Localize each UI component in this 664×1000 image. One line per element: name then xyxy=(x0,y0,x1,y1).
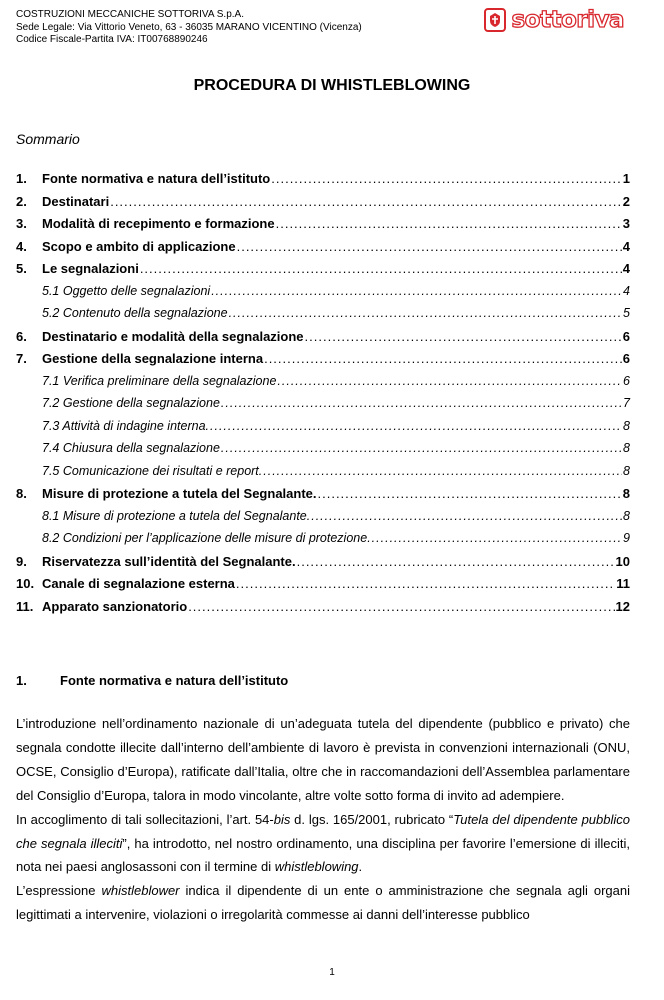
text-run: In accoglimento di tali sollecitazioni, l’art. 54- xyxy=(16,811,274,827)
toc-entry-title: 7.5 Comunicazione dei risultati e report. xyxy=(42,463,263,478)
table-of-contents xyxy=(16,171,630,621)
text-run-italic: whistleblower xyxy=(101,883,180,899)
toc-entry[interactable] xyxy=(16,374,630,397)
toc-entry-page: 6 xyxy=(622,351,630,366)
summary-label: Sommario xyxy=(16,131,80,147)
toc-entry-number: 3. xyxy=(16,216,27,231)
section-number: 1. xyxy=(16,673,27,688)
logo-wordmark: sottoriva xyxy=(511,7,624,33)
toc-leader-dots xyxy=(271,171,622,186)
toc-entry-title: 8.2 Condizioni per l’applicazione delle misure di protezione. xyxy=(42,531,371,545)
text-run: ”, ha introdotto, nel nostro ordinamento, una disciplina per favorire l’emersione di illeciti, nota nei paesi anglosassoni con il termine di xyxy=(16,835,630,875)
toc-entry-page: 8 xyxy=(623,441,630,455)
toc-entry-page: 8 xyxy=(622,486,630,501)
toc-entry-page: 4 xyxy=(622,261,630,276)
toc-entry[interactable] xyxy=(16,329,630,352)
toc-entry-title: Destinatario e modalità della segnalazione xyxy=(42,328,304,344)
toc-entry[interactable] xyxy=(16,486,630,509)
toc-entry[interactable] xyxy=(16,194,630,217)
text-run-italic: bis xyxy=(273,811,291,827)
toc-entry-page: 7 xyxy=(623,396,630,410)
toc-entry-page: 6 xyxy=(622,328,630,344)
toc-leader-dots xyxy=(210,419,622,433)
toc-entry-page: 8 xyxy=(623,463,630,478)
toc-leader-dots xyxy=(211,284,622,298)
toc-leader-dots xyxy=(297,554,615,569)
text-run-italic: whistleblowing xyxy=(274,859,359,875)
toc-entry[interactable] xyxy=(16,531,630,554)
toc-entry-page: 4 xyxy=(623,283,630,298)
toc-entry[interactable] xyxy=(16,576,630,599)
paragraph-1: L’introduzione nell’ordinamento nazionale di un’adeguata tutela del dipendente (pubblico e privato) che segnala condotte illecite dall’interno dell’ambiente di lavoro è prevista in convenzioni internazionali (ONU, OCSE, Consiglio d’Europa), ratificate dall’Italia, oltre che in raccomandazioni dell’Assemblea parlamentare del Consiglio d’Europa, talora in modo vincolante, altre volte sotto forma di invito ad adempiere. xyxy=(16,716,630,803)
toc-entry[interactable] xyxy=(16,351,630,374)
toc-entry[interactable] xyxy=(16,306,630,329)
toc-leader-dots xyxy=(237,239,622,254)
toc-entry-title: Misure di protezione a tutela del Segnalante. xyxy=(42,486,317,501)
toc-entry-title: 5.2 Contenuto della segnalazione xyxy=(42,306,228,320)
toc-leader-dots xyxy=(110,194,622,209)
toc-entry-number: 8. xyxy=(16,486,27,501)
toc-leader-dots xyxy=(229,306,622,320)
toc-entry-number: 10. xyxy=(16,576,35,591)
company-name: COSTRUZIONI MECCANICHE SOTTORIVA S.p.A. xyxy=(16,9,244,20)
toc-leader-dots xyxy=(140,261,622,276)
toc-entry[interactable] xyxy=(16,216,630,239)
toc-entry-title: 8.1 Misure di protezione a tutela del Segnalante. xyxy=(42,508,311,523)
company-logo xyxy=(484,6,624,34)
toc-entry-page: 9 xyxy=(623,531,630,545)
toc-entry-title: 7.2 Gestione della segnalazione xyxy=(42,396,220,410)
company-tax-id: Codice Fiscale-Partita IVA: IT00768890246 xyxy=(16,34,208,45)
toc-entry-number: 2. xyxy=(16,193,27,209)
toc-entry-number: 1. xyxy=(16,171,27,186)
toc-entry-page: 4 xyxy=(622,238,630,254)
toc-entry-title: Canale di segnalazione esterna xyxy=(42,576,235,591)
paragraph-2 xyxy=(16,808,630,880)
toc-leader-dots xyxy=(276,216,622,231)
toc-entry-page: 5 xyxy=(623,306,630,320)
section-title: Fonte normativa e natura dell’istituto xyxy=(60,673,289,688)
toc-entry-page: 3 xyxy=(622,216,630,231)
toc-leader-dots xyxy=(221,396,622,410)
toc-entry-page: 8 xyxy=(623,418,630,433)
company-address: Sede Legale: Via Vittorio Veneto, 63 - 36035 MARANO VICENTINO (Vicenza) xyxy=(16,21,362,33)
toc-entry[interactable] xyxy=(16,599,630,622)
toc-entry-number: 4. xyxy=(16,238,27,254)
toc-entry[interactable] xyxy=(16,419,630,442)
toc-entry-title: Modalità di recepimento e formazione xyxy=(42,216,275,231)
toc-entry-page: 11 xyxy=(616,576,630,591)
document-title: PROCEDURA DI WHISTLEBLOWING xyxy=(193,77,471,94)
toc-leader-dots xyxy=(311,509,622,523)
text-run: L’espressione xyxy=(16,883,102,899)
toc-leader-dots xyxy=(236,576,615,591)
toc-entry-title: Scopo e ambito di applicazione xyxy=(42,238,236,254)
toc-leader-dots xyxy=(318,486,622,501)
text-run: d. lgs. 165/2001, rubricato “ xyxy=(290,811,454,827)
toc-entry-title: 7.1 Verifica preliminare della segnalazione xyxy=(42,373,277,388)
toc-entry-page: 8 xyxy=(623,508,630,523)
toc-entry-title: Destinatari xyxy=(42,193,110,209)
toc-entry[interactable] xyxy=(16,509,630,532)
toc-entry-title: 7.3 Attività di indagine interna. xyxy=(42,418,210,433)
toc-entry-title: 5.1 Oggetto delle segnalazioni xyxy=(42,283,211,298)
toc-entry-page: 6 xyxy=(623,373,630,388)
toc-leader-dots xyxy=(372,531,622,545)
paragraph-3 xyxy=(16,879,630,927)
toc-entry[interactable] xyxy=(16,441,630,464)
toc-entry-page: 1 xyxy=(622,171,630,186)
toc-entry-title: Le segnalazioni xyxy=(42,261,139,276)
text-run: indica il dipendente di un ente o amministrazione che segnala agli organi legittimati a intervenire, violazioni o irregolarità commesse ai danni dell’interesse pubblico xyxy=(16,883,630,923)
toc-entry-number: 11. xyxy=(16,598,34,614)
toc-entry-page: 10 xyxy=(615,553,630,569)
toc-entry-page: 2 xyxy=(622,193,630,209)
text-run: . xyxy=(358,859,363,875)
toc-entry[interactable] xyxy=(16,554,630,577)
toc-entry-title: Riservatezza sull’identità del Segnalante. xyxy=(42,553,296,569)
toc-leader-dots xyxy=(263,464,622,478)
toc-entry-number: 5. xyxy=(16,261,27,276)
section-heading xyxy=(16,673,288,688)
company-header xyxy=(16,9,362,47)
toc-entry[interactable] xyxy=(16,284,630,307)
toc-leader-dots xyxy=(305,329,622,344)
text-run-italic: Tutela del dipendente pubblico che segnala illeciti xyxy=(16,811,630,851)
toc-entry-page: 12 xyxy=(615,598,630,614)
section-body xyxy=(16,712,630,927)
toc-entry[interactable] xyxy=(16,464,630,487)
logo-emblem-icon xyxy=(484,8,506,32)
toc-leader-dots xyxy=(264,351,622,366)
toc-entry-title: 7.4 Chiusura della segnalazione xyxy=(42,441,220,455)
toc-entry-number: 9. xyxy=(16,553,27,569)
toc-entry[interactable] xyxy=(16,261,630,284)
toc-entry-title: Apparato sanzionatorio xyxy=(42,598,188,614)
toc-leader-dots xyxy=(277,374,622,388)
toc-leader-dots xyxy=(188,599,614,614)
toc-entry-title: Fonte normativa e natura dell’istituto xyxy=(42,171,271,186)
toc-entry[interactable] xyxy=(16,239,630,262)
toc-entry-number: 6. xyxy=(16,328,27,344)
toc-entry-title: Gestione della segnalazione interna xyxy=(42,351,264,366)
toc-entry[interactable] xyxy=(16,171,630,194)
page-number: 1 xyxy=(329,967,335,978)
toc-entry[interactable] xyxy=(16,396,630,419)
toc-entry-number: 7. xyxy=(16,351,27,366)
toc-leader-dots xyxy=(221,441,622,455)
